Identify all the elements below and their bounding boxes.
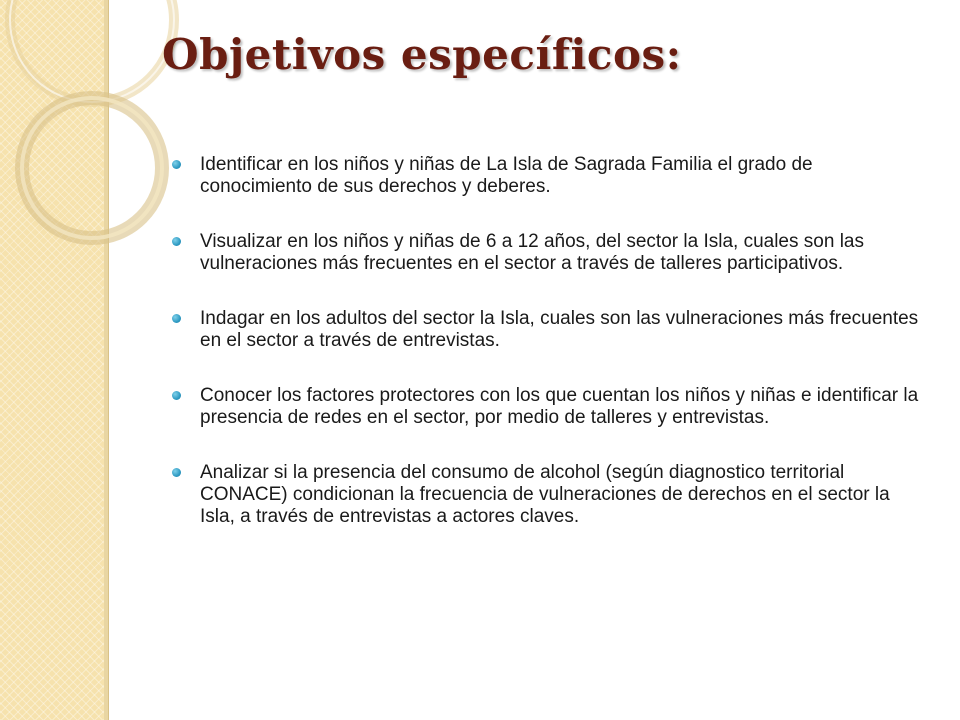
objectives-list — [172, 154, 922, 561]
list-item — [172, 154, 922, 198]
bullet-icon — [172, 160, 181, 169]
bullet-icon — [172, 468, 181, 477]
bullet-text: Analizar si la presencia del consumo de alcohol (según diagnostico territorial CONACE) condicionan la frecuencia de vulneraciones de derechos en el sector la Isla, a través de entrevistas a actores claves. — [200, 462, 890, 527]
slide-title: Objetivos específicos: — [162, 30, 682, 79]
bullet-text: Conocer los factores protectores con los que cuentan los niños y niñas e identificar la presencia de redes en el sector, por medio de talleres y entrevistas. — [200, 385, 919, 428]
list-item — [172, 231, 922, 275]
bullet-text: Indagar en los adultos del sector la Isla, cuales son las vulneraciones más frecuentes en el sector a través de entrevistas. — [200, 308, 919, 351]
list-item — [172, 385, 922, 429]
list-item — [172, 462, 922, 528]
bullet-icon — [172, 314, 181, 323]
bullet-icon — [172, 237, 181, 246]
list-item — [172, 308, 922, 352]
bullet-text: Identificar en los niños y niñas de La Isla de Sagrada Familia el grado de conocimiento de sus derechos y deberes. — [200, 154, 813, 197]
bullet-icon — [172, 391, 181, 400]
bullet-text: Visualizar en los niños y niñas de 6 a 12 años, del sector la Isla, cuales son las vulneraciones más frecuentes en el sector a través de talleres participativos. — [200, 231, 864, 274]
